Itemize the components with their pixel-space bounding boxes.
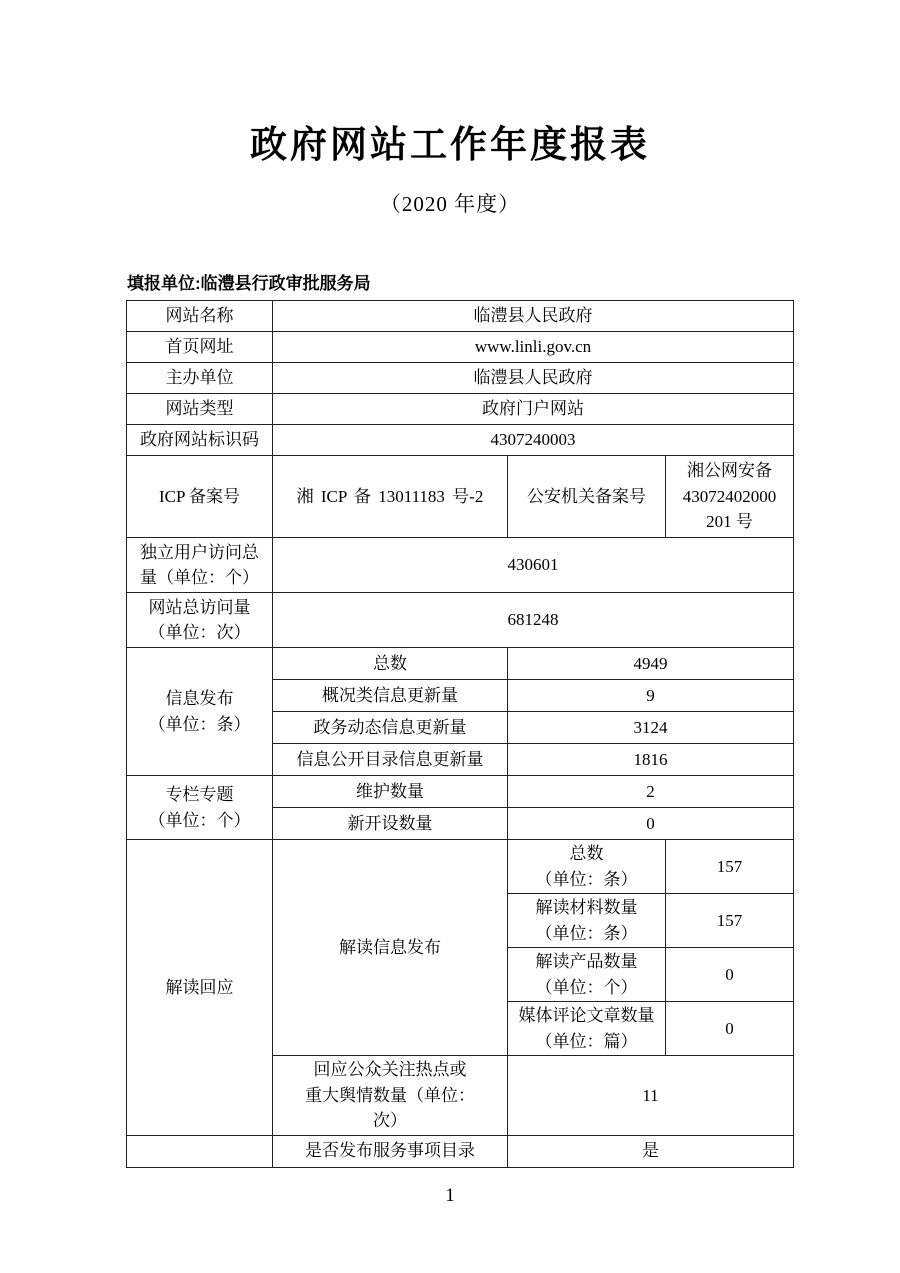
site-name-value: 临澧县人民政府	[273, 301, 794, 332]
interp-total-value: 157	[666, 840, 794, 894]
unique-visitors-value: 430601	[273, 538, 794, 593]
interp-product-value: 0	[666, 948, 794, 1002]
homepage-url-value: www.linli.gov.cn	[273, 332, 794, 363]
total-visits-value: 681248	[273, 593, 794, 648]
interpretation-publish-label: 解读信息发布	[273, 840, 508, 1056]
site-type-value: 政府门户网站	[273, 394, 794, 425]
interp-product-label: 解读产品数量 （单位：个）	[508, 948, 666, 1002]
media-comment-value: 0	[666, 1002, 794, 1056]
organizer-label: 主办单位	[127, 363, 273, 394]
unique-visitors-label: 独立用户访问总 量（单位：个）	[127, 538, 273, 593]
interpretation-group-label: 解读回应	[127, 840, 273, 1136]
report-table	[126, 300, 794, 1168]
new-count-label: 新开设数量	[273, 808, 508, 840]
interp-material-label: 解读材料数量 （单位：条）	[508, 894, 666, 948]
overview-update-label: 概况类信息更新量	[273, 680, 508, 712]
organizer-value: 临澧县人民政府	[273, 363, 794, 394]
media-comment-label: 媒体评论文章数量 （单位：篇）	[508, 1002, 666, 1056]
gov-news-update-label: 政务动态信息更新量	[273, 712, 508, 744]
disclosure-update-label: 信息公开目录信息更新量	[273, 744, 508, 776]
page-number: 1	[445, 1185, 455, 1206]
doc-title: 政府网站工作年度报表	[250, 124, 650, 165]
service-catalog-label: 是否发布服务事项目录	[273, 1135, 508, 1167]
service-catalog-value: 是	[508, 1135, 794, 1167]
icp-filing-value: 湘 ICP 备 13011183 号-2	[273, 456, 508, 538]
homepage-url-label: 首页网址	[127, 332, 273, 363]
new-count-value: 0	[508, 808, 794, 840]
special-columns-group-label: 专栏专题 （单位：个）	[127, 776, 273, 840]
gov-news-update-value: 3124	[508, 712, 794, 744]
site-code-value: 4307240003	[273, 425, 794, 456]
info-publish-group-label: 信息发布 （单位：条）	[127, 648, 273, 776]
reporting-unit: 填报单位:临澧县行政审批服务局	[127, 274, 371, 293]
maintained-count-label: 维护数量	[273, 776, 508, 808]
site-code-label: 政府网站标识码	[127, 425, 273, 456]
interp-total-label: 总数 （单位：条）	[508, 840, 666, 894]
overview-update-value: 9	[508, 680, 794, 712]
site-type-label: 网站类型	[127, 394, 273, 425]
service-group-empty-cell	[127, 1135, 273, 1167]
total-visits-label: 网站总访问量 （单位：次）	[127, 593, 273, 648]
disclosure-update-value: 1816	[508, 744, 794, 776]
site-name-label: 网站名称	[127, 301, 273, 332]
hotspot-response-value: 11	[508, 1056, 794, 1136]
info-total-label: 总数	[273, 648, 508, 680]
icp-filing-label: ICP 备案号	[127, 456, 273, 538]
interp-material-value: 157	[666, 894, 794, 948]
maintained-count-value: 2	[508, 776, 794, 808]
hotspot-response-label: 回应公众关注热点或 重大舆情数量（单位： 次）	[273, 1056, 508, 1136]
doc-subtitle: （2020 年度）	[379, 192, 521, 216]
police-filing-label: 公安机关备案号	[508, 456, 666, 538]
info-total-value: 4949	[508, 648, 794, 680]
police-filing-value: 湘公网安备 43072402000 201 号	[666, 456, 794, 538]
